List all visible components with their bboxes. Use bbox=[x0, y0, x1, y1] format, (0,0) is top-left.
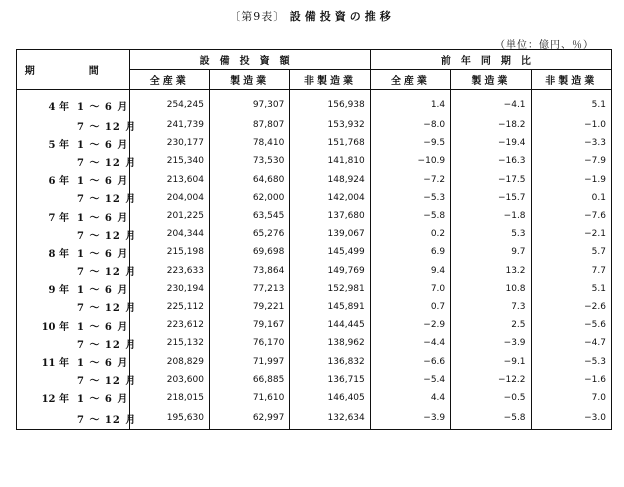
unit-note: （単位：億円、％） bbox=[495, 40, 594, 51]
table-row bbox=[17, 189, 612, 207]
value-cell: 151,768 bbox=[290, 134, 370, 152]
value-cell: 76,170 bbox=[209, 334, 289, 352]
value-cell: 203,600 bbox=[129, 371, 209, 389]
value-cell: 87,807 bbox=[209, 116, 289, 134]
header-amount-group: 設備投資額 bbox=[129, 50, 370, 70]
value-cell: −7.9 bbox=[531, 152, 611, 170]
value-cell: −6.6 bbox=[370, 352, 450, 370]
value-cell: 145,499 bbox=[290, 243, 370, 261]
value-cell: 77,213 bbox=[209, 280, 289, 298]
table-row bbox=[17, 152, 612, 170]
period-cell bbox=[17, 334, 137, 352]
value-cell: 63,545 bbox=[209, 207, 289, 225]
year-label: 11 年 bbox=[41, 358, 69, 370]
value-cell: 213,604 bbox=[129, 171, 209, 189]
value-cell: −10.9 bbox=[370, 152, 450, 170]
value-cell: −7.6 bbox=[531, 207, 611, 225]
month-range-label: 7 ～ 12 月 bbox=[77, 121, 137, 133]
month-range-label: 7 ～ 12 月 bbox=[77, 376, 137, 388]
value-cell: −16.3 bbox=[451, 152, 531, 170]
value-cell: −8.0 bbox=[370, 116, 450, 134]
table-row bbox=[17, 207, 612, 225]
header-sub: 製造業 bbox=[451, 70, 531, 90]
table-row bbox=[17, 116, 612, 134]
value-cell: 223,612 bbox=[129, 316, 209, 334]
value-cell: −5.4 bbox=[370, 371, 450, 389]
value-cell: −1.0 bbox=[531, 116, 611, 134]
value-cell: 142,004 bbox=[290, 189, 370, 207]
value-cell: 201,225 bbox=[129, 207, 209, 225]
value-cell: −17.5 bbox=[451, 171, 531, 189]
value-cell: −18.2 bbox=[451, 116, 531, 134]
value-cell: −19.4 bbox=[451, 134, 531, 152]
period-cell bbox=[17, 134, 130, 152]
value-cell: 218,015 bbox=[129, 389, 209, 407]
value-cell: 69,698 bbox=[209, 243, 289, 261]
year-label: 6 年 bbox=[48, 176, 69, 188]
value-cell: −0.5 bbox=[451, 389, 531, 407]
value-cell: 64,680 bbox=[209, 171, 289, 189]
table-row bbox=[17, 90, 612, 117]
header-yoy-group: 前年同期比 bbox=[370, 50, 611, 70]
value-cell: 223,633 bbox=[129, 262, 209, 280]
value-cell: 2.5 bbox=[451, 316, 531, 334]
value-cell: 136,715 bbox=[290, 371, 370, 389]
period-cell bbox=[17, 189, 137, 207]
value-cell: 6.9 bbox=[370, 243, 450, 261]
value-cell: −2.9 bbox=[370, 316, 450, 334]
table-row bbox=[17, 389, 612, 407]
value-cell: −7.2 bbox=[370, 171, 450, 189]
month-range-label: 7 ～ 12 月 bbox=[77, 194, 137, 206]
value-cell: −4.1 bbox=[451, 90, 531, 117]
period-cell bbox=[17, 298, 137, 316]
value-cell: −1.6 bbox=[531, 371, 611, 389]
table-row bbox=[17, 280, 612, 298]
value-cell: −2.6 bbox=[531, 298, 611, 316]
value-cell: 138,962 bbox=[290, 334, 370, 352]
table-row bbox=[17, 298, 612, 316]
header-sub: 非製造業 bbox=[531, 70, 611, 90]
value-cell: 13.2 bbox=[451, 262, 531, 280]
value-cell: 71,997 bbox=[209, 352, 289, 370]
value-cell: −5.3 bbox=[370, 189, 450, 207]
value-cell: 5.1 bbox=[531, 280, 611, 298]
month-range-label: 1 ～ 6 月 bbox=[77, 101, 129, 113]
year-label: 8 年 bbox=[48, 248, 69, 260]
value-cell: 7.0 bbox=[370, 280, 450, 298]
value-cell: 208,829 bbox=[129, 352, 209, 370]
month-range-label: 1 ～ 6 月 bbox=[77, 176, 129, 188]
table-row bbox=[17, 243, 612, 261]
value-cell: 146,405 bbox=[290, 389, 370, 407]
period-cell bbox=[17, 171, 130, 189]
value-cell: 5.1 bbox=[531, 90, 611, 117]
period-cell bbox=[17, 352, 130, 370]
year-label: 9 年 bbox=[48, 285, 69, 297]
table-row bbox=[17, 225, 612, 243]
table-row bbox=[17, 371, 612, 389]
month-range-label: 1 ～ 6 月 bbox=[77, 321, 129, 333]
table-row bbox=[17, 334, 612, 352]
value-cell: 0.1 bbox=[531, 189, 611, 207]
value-cell: 215,340 bbox=[129, 152, 209, 170]
value-cell: 9.4 bbox=[370, 262, 450, 280]
value-cell: 152,981 bbox=[290, 280, 370, 298]
value-cell: 153,932 bbox=[290, 116, 370, 134]
header-sub: 製造業 bbox=[209, 70, 289, 90]
table-row bbox=[17, 407, 612, 430]
value-cell: 204,004 bbox=[129, 189, 209, 207]
value-cell: 149,769 bbox=[290, 262, 370, 280]
table-row bbox=[17, 171, 612, 189]
period-cell bbox=[17, 389, 130, 407]
value-cell: 71,610 bbox=[209, 389, 289, 407]
value-cell: 141,810 bbox=[290, 152, 370, 170]
month-range-label: 7 ～ 12 月 bbox=[77, 339, 137, 351]
period-cell bbox=[17, 316, 130, 334]
value-cell: 5.7 bbox=[531, 243, 611, 261]
month-range-label: 7 ～ 12 月 bbox=[77, 157, 137, 169]
header-sub: 非製造業 bbox=[290, 70, 370, 90]
value-cell: 148,924 bbox=[290, 171, 370, 189]
month-range-label: 7 ～ 12 月 bbox=[77, 303, 137, 315]
value-cell: 9.7 bbox=[451, 243, 531, 261]
period-cell bbox=[17, 225, 137, 243]
header-sub: 全産業 bbox=[129, 70, 209, 90]
value-cell: 230,194 bbox=[129, 280, 209, 298]
period-cell bbox=[17, 207, 130, 225]
table-number: 〔第9表〕 bbox=[229, 10, 286, 23]
month-range-label: 7 ～ 12 月 bbox=[77, 230, 137, 242]
month-range-label: 1 ～ 6 月 bbox=[77, 394, 129, 406]
value-cell: 137,680 bbox=[290, 207, 370, 225]
value-cell: −9.1 bbox=[451, 352, 531, 370]
period-cell bbox=[17, 371, 137, 389]
value-cell: 215,132 bbox=[129, 334, 209, 352]
value-cell: 79,221 bbox=[209, 298, 289, 316]
value-cell: 156,938 bbox=[290, 90, 370, 117]
table-title bbox=[0, 8, 624, 24]
value-cell: 73,864 bbox=[209, 262, 289, 280]
value-cell: 241,739 bbox=[129, 116, 209, 134]
table-heading: 設備投資の推移 bbox=[289, 10, 395, 23]
month-range-label: 1 ～ 6 月 bbox=[77, 358, 129, 370]
month-range-label: 1 ～ 6 月 bbox=[77, 139, 129, 151]
year-label: 5 年 bbox=[48, 139, 69, 151]
value-cell: 62,997 bbox=[209, 407, 289, 430]
value-cell: 62,000 bbox=[209, 189, 289, 207]
table-row bbox=[17, 134, 612, 152]
value-cell: −4.4 bbox=[370, 334, 450, 352]
value-cell: 204,344 bbox=[129, 225, 209, 243]
value-cell: 145,891 bbox=[290, 298, 370, 316]
value-cell: 195,630 bbox=[129, 407, 209, 430]
year-label: 7 年 bbox=[48, 212, 69, 224]
period-cell bbox=[17, 90, 130, 117]
month-range-label: 1 ～ 6 月 bbox=[77, 248, 129, 260]
value-cell: 0.2 bbox=[370, 225, 450, 243]
value-cell: 225,112 bbox=[129, 298, 209, 316]
period-cell bbox=[17, 152, 137, 170]
value-cell: −3.3 bbox=[531, 134, 611, 152]
value-cell: 139,067 bbox=[290, 225, 370, 243]
value-cell: 0.7 bbox=[370, 298, 450, 316]
value-cell: 10.8 bbox=[451, 280, 531, 298]
value-cell: 132,634 bbox=[290, 407, 370, 430]
value-cell: −12.2 bbox=[451, 371, 531, 389]
period-cell bbox=[17, 116, 137, 134]
value-cell: 4.4 bbox=[370, 389, 450, 407]
month-range-label: 1 ～ 6 月 bbox=[77, 285, 129, 297]
value-cell: 78,410 bbox=[209, 134, 289, 152]
value-cell: 136,832 bbox=[290, 352, 370, 370]
value-cell: −5.8 bbox=[370, 207, 450, 225]
value-cell: 5.3 bbox=[451, 225, 531, 243]
value-cell: −15.7 bbox=[451, 189, 531, 207]
header-sub: 全産業 bbox=[370, 70, 450, 90]
value-cell: 144,445 bbox=[290, 316, 370, 334]
value-cell: 230,177 bbox=[129, 134, 209, 152]
year-label: 12 年 bbox=[41, 394, 69, 406]
period-cell bbox=[17, 280, 130, 298]
table-row bbox=[17, 262, 612, 280]
value-cell: 66,885 bbox=[209, 371, 289, 389]
period-cell bbox=[17, 243, 130, 261]
value-cell: −1.9 bbox=[531, 171, 611, 189]
value-cell: 7.3 bbox=[451, 298, 531, 316]
month-range-label: 7 ～ 12 月 bbox=[77, 267, 137, 279]
value-cell: −5.8 bbox=[451, 407, 531, 430]
value-cell: −5.3 bbox=[531, 352, 611, 370]
year-label: 10 年 bbox=[41, 321, 69, 333]
table-row bbox=[17, 352, 612, 370]
value-cell: −9.5 bbox=[370, 134, 450, 152]
value-cell: −1.8 bbox=[451, 207, 531, 225]
period-cell bbox=[17, 407, 137, 430]
value-cell: 254,245 bbox=[129, 90, 209, 117]
value-cell: −4.7 bbox=[531, 334, 611, 352]
month-range-label: 7 ～ 12 月 bbox=[77, 414, 137, 426]
value-cell: 79,167 bbox=[209, 316, 289, 334]
table-row bbox=[17, 316, 612, 334]
value-cell: 1.4 bbox=[370, 90, 450, 117]
table-body bbox=[17, 90, 612, 430]
value-cell: −3.0 bbox=[531, 407, 611, 430]
value-cell: −5.6 bbox=[531, 316, 611, 334]
period-cell bbox=[17, 262, 137, 280]
value-cell: 7.0 bbox=[531, 389, 611, 407]
month-range-label: 1 ～ 6 月 bbox=[77, 212, 129, 224]
value-cell: 97,307 bbox=[209, 90, 289, 117]
value-cell: 7.7 bbox=[531, 262, 611, 280]
value-cell: −2.1 bbox=[531, 225, 611, 243]
year-label: 4 年 bbox=[48, 101, 69, 113]
investment-table bbox=[16, 49, 612, 430]
value-cell: −3.9 bbox=[451, 334, 531, 352]
header-period: 期 間 bbox=[17, 50, 130, 90]
value-cell: 73,530 bbox=[209, 152, 289, 170]
value-cell: 65,276 bbox=[209, 225, 289, 243]
value-cell: 215,198 bbox=[129, 243, 209, 261]
value-cell: −3.9 bbox=[370, 407, 450, 430]
